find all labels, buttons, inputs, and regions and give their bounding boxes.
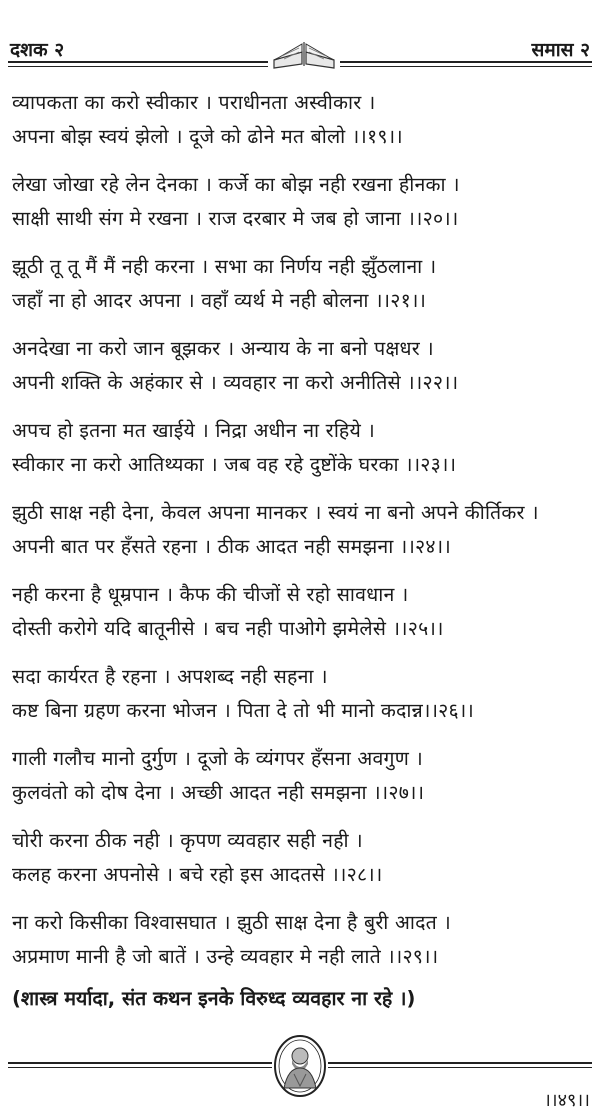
verse-line: अपनी शक्ति के अहंकार से । व्यवहार ना करो अनीतिसे ।।२२।।: [12, 371, 459, 394]
verse-29: [12, 906, 592, 974]
verse-19: [12, 86, 592, 154]
verse-line: व्यापकता का करो स्वीकार । पराधीनता अस्वीकार ।: [12, 91, 376, 114]
verse-26: [12, 660, 592, 728]
page-footer: [0, 1030, 600, 1118]
verse-line: कलह करना अपनोसे । बचे रहो इस आदतसे ।।२८।।: [12, 863, 383, 886]
verse-22: [12, 332, 592, 400]
verse-27: [12, 742, 592, 810]
verse-line: सदा कार्यरत है रहना । अपशब्द नही सहना ।: [12, 665, 328, 688]
verse-line: स्वीकार ना करो आतिथ्यका । जब वह रहे दुष्टोंके घरका ।।२३।।: [12, 453, 457, 476]
verse-line: जहाँ ना हो आदर अपना । वहाँ व्यर्थ मे नही बोलना ।।२१।।: [12, 289, 427, 312]
saint-portrait-icon: [272, 1034, 328, 1098]
verse-23: [12, 414, 592, 482]
page-header: [0, 0, 600, 70]
verse-line: कुलवंतो को दोष देना । अच्छी आदत नही समझना ।।२७।।: [12, 781, 425, 804]
verse-line: नही करना है धूम्रपान । कैफ की चीजों से रहो सावधान ।: [12, 583, 409, 606]
verse-line: चोरी करना ठीक नही । कृपण व्यवहार सही नही ।: [12, 829, 363, 852]
verse-line: अपनी बात पर हँसते रहना । ठीक आदत नही समझना ।।२४।।: [12, 535, 451, 558]
verse-line: अपच हो इतना मत खाईये । निद्रा अधीन ना रहिये ।: [12, 419, 375, 442]
open-book-icon: [268, 34, 340, 70]
closing-note: (शास्त्र मर्यादा, संत कथन इनके विरुध्द व्यवहार ना रहे ।): [12, 987, 416, 1010]
dashak-label: दशक २: [10, 39, 65, 61]
verse-line: कष्ट बिना ग्रहण करना भोजन । पिता दे तो भी मानो कदान्न।।२६।।: [12, 699, 475, 722]
samas-label: समास २: [531, 39, 590, 61]
verse-line: झूठी तू तू मैं मैं नही करना । सभा का निर्णय नही झुँठलाना ।: [12, 255, 437, 278]
verse-24: [12, 496, 592, 564]
page-number: ।।४९।।: [543, 1090, 590, 1111]
verse-line: अप्रमाण मानी है जो बातें । उन्हे व्यवहार मे नही लाते ।।२९।।: [12, 945, 439, 968]
verse-body: [12, 86, 592, 1016]
verse-20: [12, 168, 592, 236]
verse-line: अनदेखा ना करो जान बूझकर । अन्याय के ना बनो पक्षधर ।: [12, 337, 434, 360]
verse-line: लेखा जोखा रहे लेन देनका । कर्जे का बोझ नही रखना हीनका ।: [12, 173, 460, 196]
verse-28: [12, 824, 592, 892]
verse-line: गाली गलौच मानो दुर्गुण । दूजो के व्यंगपर हँसना अवगुण ।: [12, 747, 424, 770]
verse-line: अपना बोझ स्वयं झेलो । दूजे को ढोने मत बोलो ।।१९।।: [12, 125, 403, 148]
verse-21: [12, 250, 592, 318]
verse-line: ना करो किसीका विश्वासघात । झुठी साक्ष देना है बुरी आदत ।: [12, 911, 451, 934]
verse-line: साक्षी साथी संग मे रखना । राज दरबार मे जब हो जाना ।।२०।।: [12, 207, 459, 230]
verse-line: झुठी साक्ष नही देना, केवल अपना मानकर । स्वयं ना बनो अपने कीर्तिकर ।: [12, 501, 539, 524]
verse-25: [12, 578, 592, 646]
verse-line: दोस्ती करोगे यदि बातूनीसे । बच नही पाओगे झमेलेसे ।।२५।।: [12, 617, 444, 640]
